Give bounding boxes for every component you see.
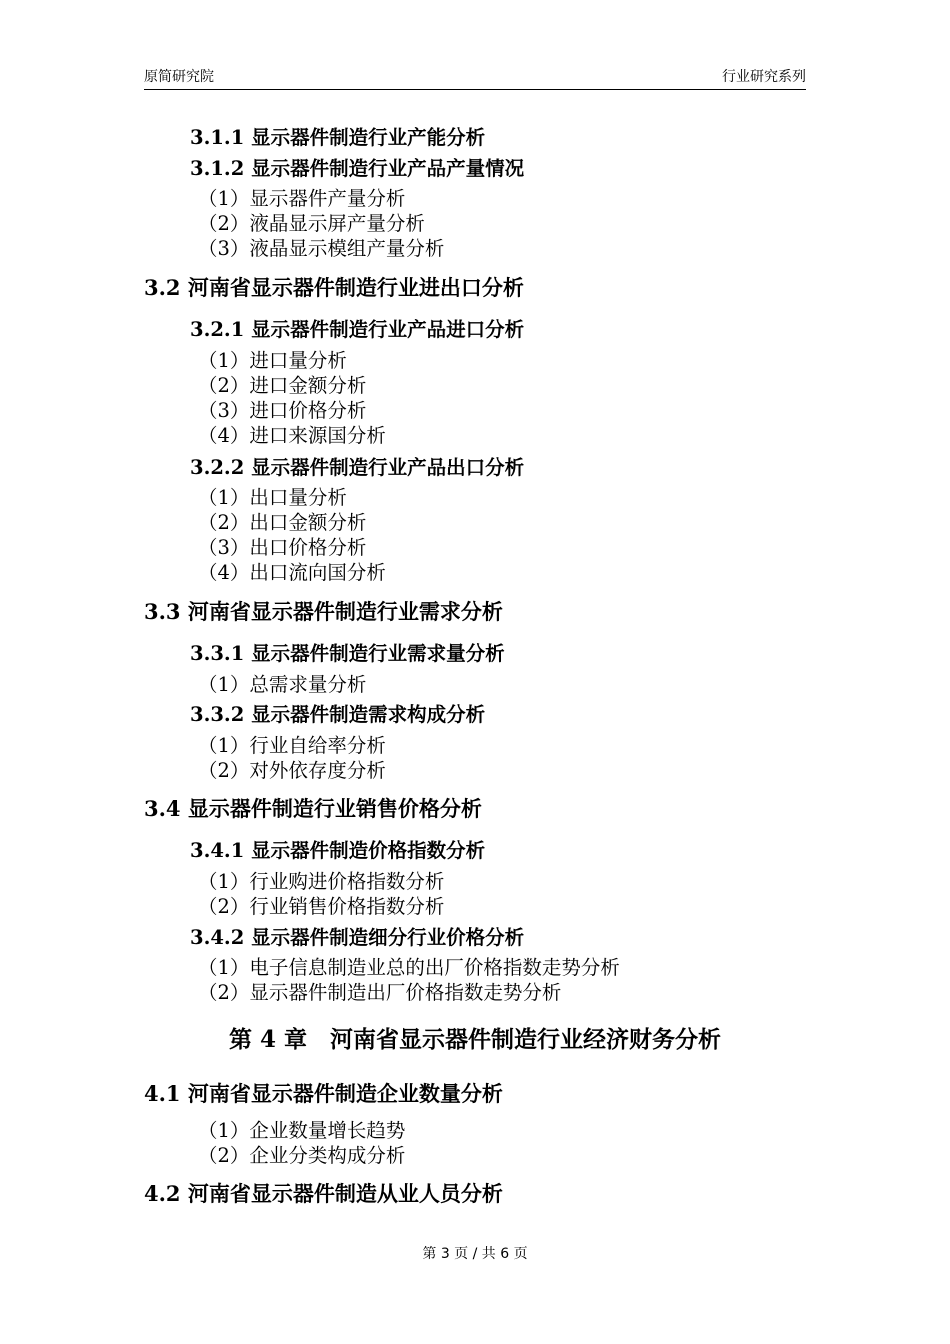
toc-item: （3）液晶显示模组产量分析 <box>198 237 445 260</box>
toc-item: （4）出口流向国分析 <box>198 561 386 584</box>
toc-item: （1）行业自给率分析 <box>198 734 386 757</box>
toc-subsection: 3.4.1 显示器件制造价格指数分析 <box>190 839 486 862</box>
toc-item: （1）行业购进价格指数分析 <box>198 870 445 893</box>
toc-item: （3）出口价格分析 <box>198 536 367 559</box>
page-number: 第 3 页 / 共 6 页 <box>422 1246 528 1262</box>
toc-section: 3.3 河南省显示器件制造行业需求分析 <box>144 599 503 624</box>
toc-item: （1）电子信息制造业总的出厂价格指数走势分析 <box>198 956 620 979</box>
toc-subsection: 3.1.1 显示器件制造行业产能分析 <box>190 126 486 149</box>
toc-section: 4.1 河南省显示器件制造企业数量分析 <box>144 1081 503 1106</box>
toc-section: 3.4 显示器件制造行业销售价格分析 <box>144 796 482 821</box>
toc-subsection: 3.2.2 显示器件制造行业产品出口分析 <box>190 456 525 479</box>
toc-item: （3）进口价格分析 <box>198 399 367 422</box>
toc-subsection: 3.1.2 显示器件制造行业产品产量情况 <box>190 157 525 180</box>
toc-item: （2）对外依存度分析 <box>198 759 386 782</box>
toc-item: （1）企业数量增长趋势 <box>198 1119 406 1142</box>
toc-chapter-title: 第 4 章 河南省显示器件制造行业经济财务分析 <box>228 1026 722 1053</box>
toc-item: （2）进口金额分析 <box>198 374 367 397</box>
toc-item: （2）企业分类构成分析 <box>198 1144 406 1167</box>
header-divider <box>144 89 806 90</box>
toc-subsection: 3.4.2 显示器件制造细分行业价格分析 <box>190 926 525 949</box>
toc-item: （2）显示器件制造出厂价格指数走势分析 <box>198 981 562 1004</box>
toc-item: （1）进口量分析 <box>198 349 347 372</box>
toc-item: （1）显示器件产量分析 <box>198 187 406 210</box>
toc-section: 4.2 河南省显示器件制造从业人员分析 <box>144 1181 503 1206</box>
toc-item: （1）总需求量分析 <box>198 673 367 696</box>
header-series: 行业研究系列 <box>722 69 806 85</box>
toc-item: （2）液晶显示屏产量分析 <box>198 212 425 235</box>
toc-item: （2）出口金额分析 <box>198 511 367 534</box>
toc-item: （4）进口来源国分析 <box>198 424 386 447</box>
toc-subsection: 3.3.2 显示器件制造需求构成分析 <box>190 703 486 726</box>
toc-item: （2）行业销售价格指数分析 <box>198 895 445 918</box>
toc-item: （1）出口量分析 <box>198 486 347 509</box>
toc-subsection: 3.2.1 显示器件制造行业产品进口分析 <box>190 318 525 341</box>
header-organization: 原简研究院 <box>144 69 214 85</box>
toc-section: 3.2 河南省显示器件制造行业进出口分析 <box>144 275 524 300</box>
toc-subsection: 3.3.1 显示器件制造行业需求量分析 <box>190 642 505 665</box>
